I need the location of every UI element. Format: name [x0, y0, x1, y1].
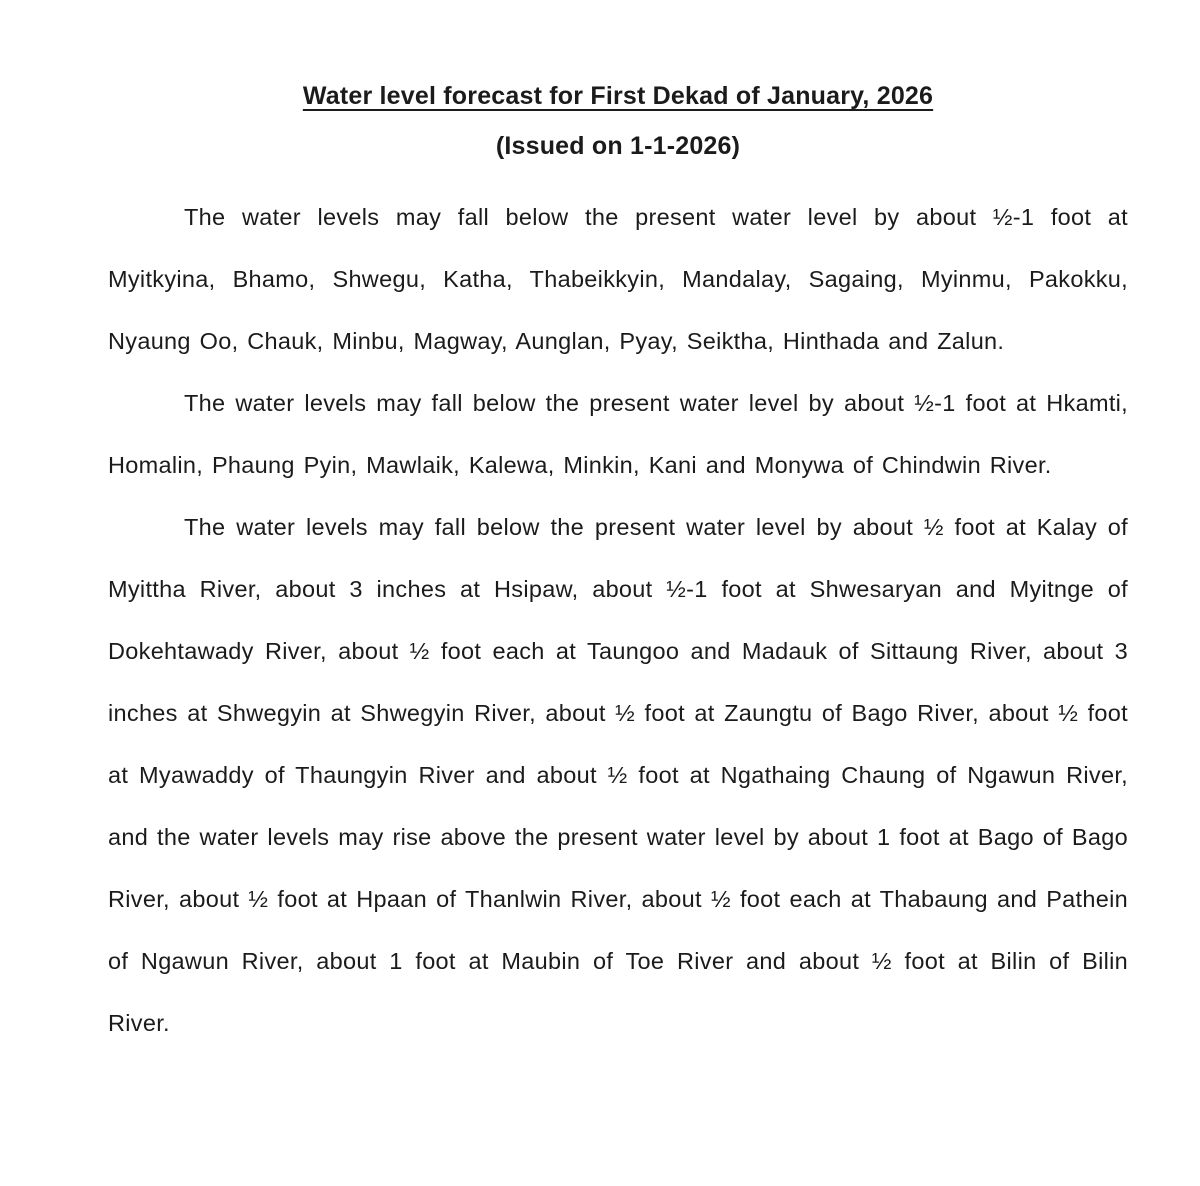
page-title: Water level forecast for First Dekad of January, 2026	[302, 82, 934, 110]
paragraph-other-rivers: The water levels may fall below the present water level by about ½ foot at Kalay of Myittha River, about 3 inches at Hsipaw, about ½-1 foot at Shwesaryan and Myitnge of Dokehtawady River, about ½ foot each at Taungoo and Madauk of Sittaung River, about 3 inches at Shwegyin at Shwegyin River, about ½ foot at Zaungtu of Bago River, about ½ foot at Myawaddy of Thaungyin River and about ½ foot at Ngathaing Chaung of Ngawun River, and the water levels may rise above the present water level by about 1 foot at Bago of Bago River, about ½ foot at Hpaan of Thanlwin River, about ½ foot each at Thabaung and Pathein of Ngawun River, about 1 foot at Maubin of Toe River and about ½ foot at Bilin of Bilin River.	[108, 514, 1128, 1036]
issued-date-line: (Issued on 1-1-2026)	[495, 132, 741, 160]
paragraph-chindwin-stations: The water levels may fall below the present water level by about ½-1 foot at Hkamti, Homalin, Phaung Pyin, Mawlaik, Kalewa, Minkin, Kani and Monywa of Chindwin River.	[108, 390, 1128, 478]
document-body	[108, 186, 1128, 1054]
paragraph-ayeyarwady-stations: The water levels may fall below the present water level by about ½-1 foot at Myitkyina, Bhamo, Shwegu, Katha, Thabeikkyin, Mandalay, Sagaing, Myinmu, Pakokku, Nyaung Oo, Chauk, Minbu, Magway, Aunglan, Pyay, Seiktha, Hinthada and Zalun.	[108, 204, 1128, 354]
